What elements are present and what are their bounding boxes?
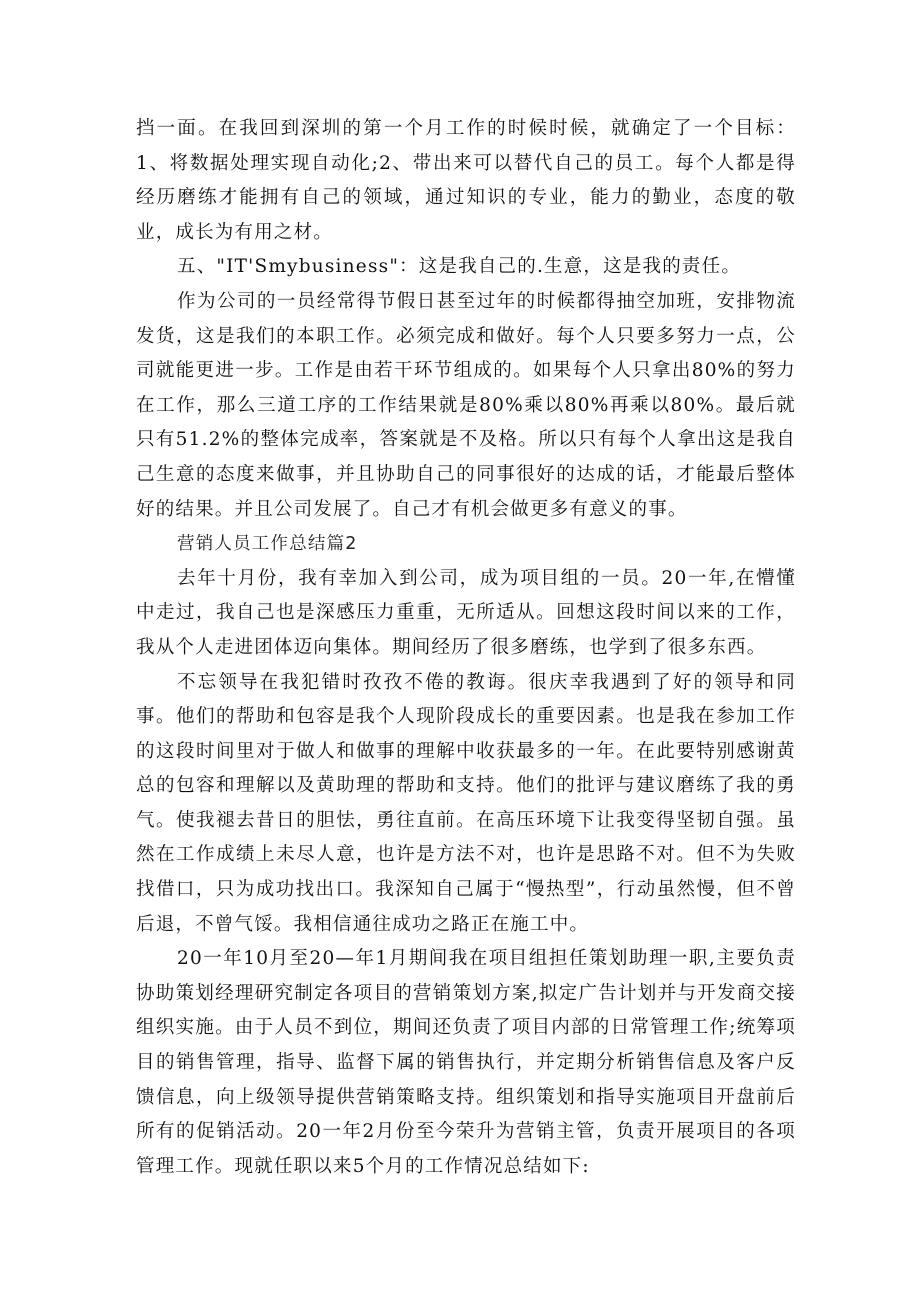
paragraph: 挡一面。在我回到深圳的第一个月工作的时候时候，就确定了一个目标：1、将数据处理实现自动化;2、带出来可以替代自己的员工。每个人都是得经历磨练才能拥有自己的领域，通过知识的专业，能力的勤业，态度的敬业，成长为有用之材。 [136, 118, 796, 243]
document-body [136, 112, 796, 1184]
article-title: 营销人员工作总结篇2 [177, 534, 358, 555]
section-heading-five: 五、"IT'Smybusiness"：这是我自己的.生意，这是我的责任。 [177, 256, 742, 278]
paragraph: 作为公司的一员经常得节假日甚至过年的时候都得抽空加班，安排物流发货，这是我们的本职工作。必须完成和做好。每个人只要多努力一点，公司就能更进一步。工作是由若干环节组成的。如果每个人只拿出80%的努力在工作，那么三道工序的工作结果就是80%乘以80%再乘以80%。最后就只有51.2%的整体完成率，答案就是不及格。所以只有每个人拿出这是我自己生意的态度来做事，并且协助自己的同事很好的达成的话，才能最后整体好的结果。并且公司发展了。自己才有机会做更多有意义的事。 [136, 290, 796, 520]
paragraph: 20一年10月至20—年1月期间我在项目组担任策划助理一职,主要负责协助策划经理研究制定各项目的营销策划方案,拟定广告计划并与开发商交接组织实施。由于人员不到位，期间还负责了项目内部的日常管理工作;统筹项目的销售管理，指导、监督下属的销售执行，并定期分析销售信息及客户反馈信息，向上级领导提供营销策略支持。组织策划和指导实施项目开盘前后所有的促销活动。20一年2月份至今荣升为营销主管，负责开展项目的各项管理工作。现就任职以来5个月的工作情况总结如下: [136, 948, 796, 1177]
paragraph: 去年十月份，我有幸加入到公司，成为项目组的一员。20一年,在懵懂中走过，我自己也是深感压力重重，无所适从。回想这段时间以来的工作，我从个人走进团体迈向集体。期间经历了很多磨练，也学到了很多东西。 [136, 567, 796, 658]
paragraph: 不忘领导在我犯错时孜孜不倦的教诲。很庆幸我遇到了好的领导和同事。他们的帮助和包容是我个人现阶段成长的重要因素。也是我在参加工作的这段时间里对于做人和做事的理解中收获最多的一年。在此要特别感谢黄总的包容和理解以及黄助理的帮助和支持。他们的批评与建议磨练了我的勇气。使我褪去昔日的胆怯，勇往直前。在高压环境下让我变得坚韧自强。虽然在工作成绩上未尽人意，也许是方法不对，也许是思路不对。但不为失败找借口，只为成功找出口。我深知自己属于“慢热型”，行动虽然慢，但不曾后退，不曾气馁。我相信通往成功之路正在施工中。 [136, 671, 796, 935]
